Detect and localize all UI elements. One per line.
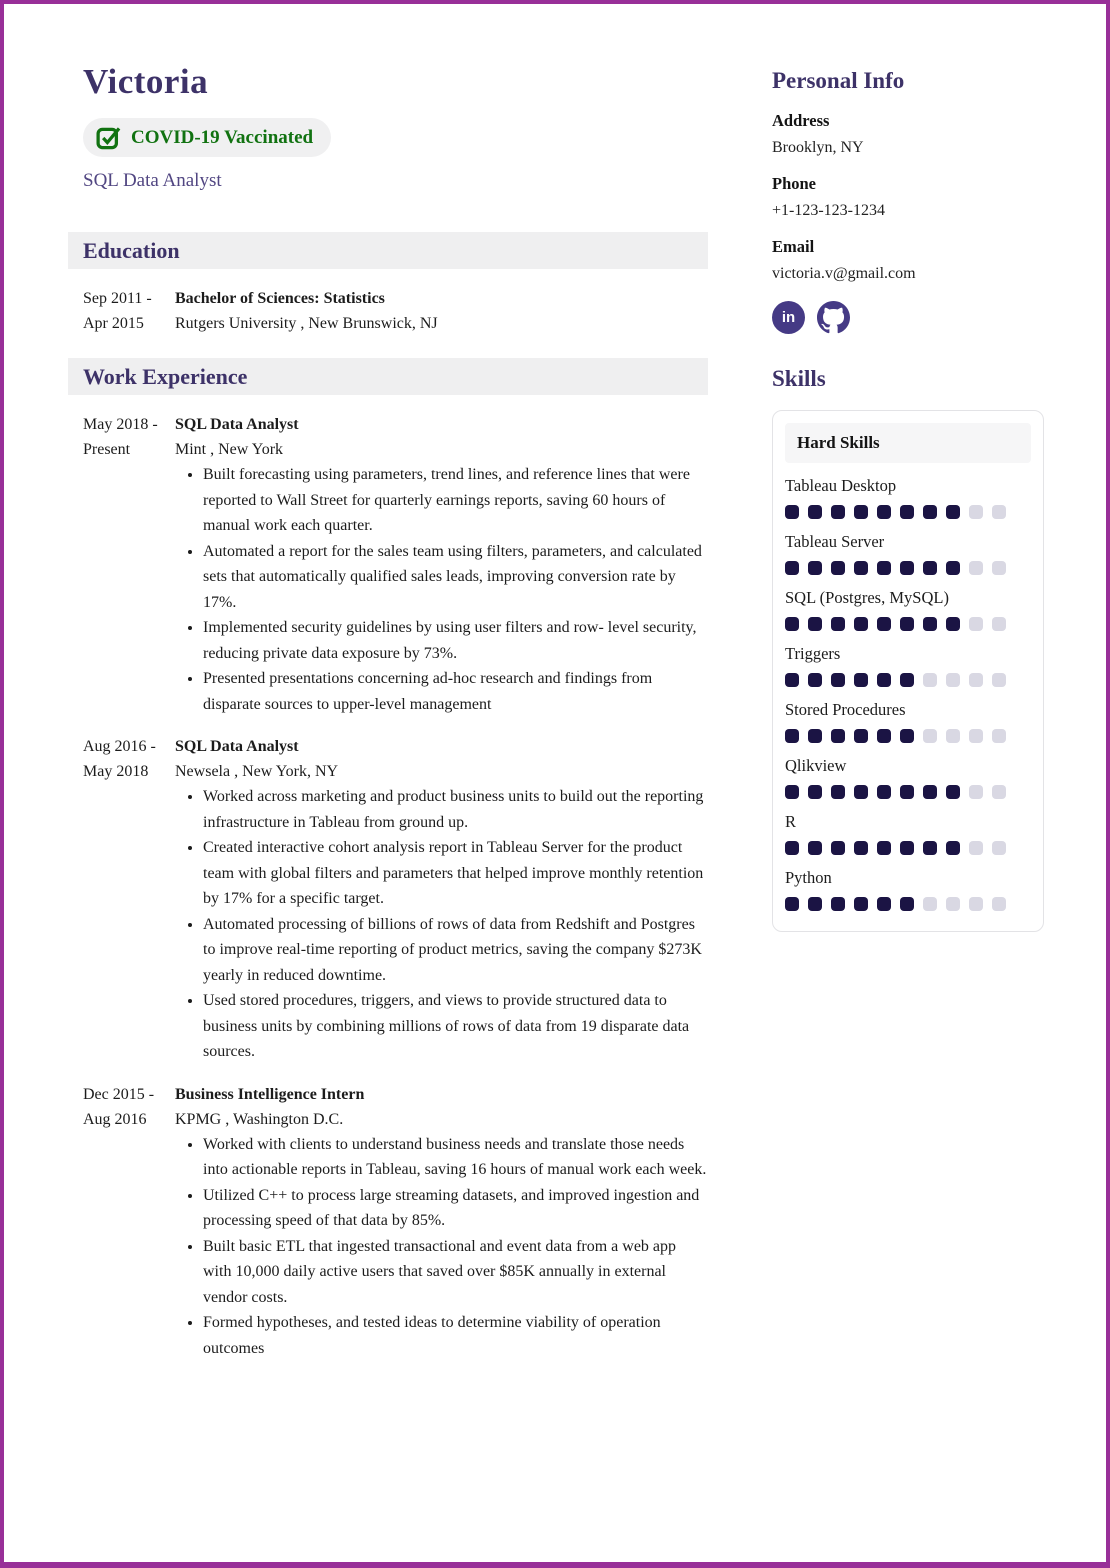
date-end: Present bbox=[83, 441, 131, 458]
covid-vaccinated-badge bbox=[83, 118, 331, 157]
date-start: Aug 2016 - bbox=[83, 738, 156, 755]
phone-label: Phone bbox=[772, 174, 817, 193]
job-bullet-list bbox=[175, 462, 708, 717]
skill-item bbox=[785, 700, 1031, 743]
job-title: SQL Data Analyst bbox=[175, 416, 299, 433]
job-dates bbox=[83, 412, 175, 717]
skill-square-filled bbox=[831, 617, 845, 631]
skill-item bbox=[785, 868, 1031, 911]
skill-square-filled bbox=[808, 673, 822, 687]
skill-square-empty bbox=[946, 729, 960, 743]
skill-square-filled bbox=[831, 785, 845, 799]
job-bullet: • Implemented security guidelines by using user filters and row- level security, reducing private data exposure by 73%. bbox=[203, 615, 708, 666]
skill-name: Triggers bbox=[785, 644, 841, 663]
skill-square-filled bbox=[831, 841, 845, 855]
skill-level-bar bbox=[785, 841, 1031, 855]
hard-skills-card bbox=[772, 410, 1044, 932]
skill-square-filled bbox=[808, 561, 822, 575]
skill-name: Tableau Server bbox=[785, 532, 885, 551]
job-bullet: • Automated processing of billions of rows of data from Redshift and Postgres to improve real-time reporting of product metrics, saving the company $273K yearly in reduced downtime. bbox=[203, 912, 708, 989]
section-header-education bbox=[68, 232, 708, 269]
phone-value: +1-123-123-1234 bbox=[772, 202, 886, 219]
skill-square-filled bbox=[946, 505, 960, 519]
skill-square-empty bbox=[992, 617, 1006, 631]
skill-square-empty bbox=[992, 897, 1006, 911]
skill-item bbox=[785, 588, 1031, 631]
skill-square-filled bbox=[831, 561, 845, 575]
skill-square-filled bbox=[900, 729, 914, 743]
skill-square-filled bbox=[923, 785, 937, 799]
skill-square-empty bbox=[992, 841, 1006, 855]
education-details bbox=[175, 286, 708, 336]
skill-level-bar bbox=[785, 673, 1031, 687]
skill-square-empty bbox=[992, 785, 1006, 799]
skill-item bbox=[785, 644, 1031, 687]
skill-level-bar bbox=[785, 561, 1031, 575]
skill-square-filled bbox=[808, 785, 822, 799]
sidebar-column bbox=[772, 62, 1044, 1377]
skill-square-filled bbox=[854, 785, 868, 799]
skill-square-filled bbox=[923, 505, 937, 519]
social-links bbox=[772, 301, 1044, 334]
skill-square-filled bbox=[785, 505, 799, 519]
job-dates bbox=[83, 734, 175, 1065]
job-details bbox=[175, 1082, 708, 1362]
skill-square-filled bbox=[900, 561, 914, 575]
skill-square-filled bbox=[923, 841, 937, 855]
skill-item bbox=[785, 476, 1031, 519]
skill-square-filled bbox=[854, 673, 868, 687]
main-column bbox=[68, 62, 708, 1377]
skill-name: Python bbox=[785, 868, 832, 887]
school-name: Rutgers University , New Brunswick, NJ bbox=[175, 315, 438, 332]
date-start: Sep 2011 - bbox=[83, 290, 152, 307]
hard-skills-title: Hard Skills bbox=[785, 423, 1031, 463]
linkedin-glyph: in bbox=[772, 301, 805, 334]
skill-square-filled bbox=[854, 617, 868, 631]
email-label: Email bbox=[772, 237, 815, 256]
section-header-work-experience bbox=[68, 358, 708, 395]
job-details bbox=[175, 734, 708, 1065]
job-bullet-list bbox=[175, 1132, 708, 1362]
resume-content bbox=[4, 4, 1106, 1377]
job-bullet: • Used stored procedures, triggers, and views to provide structured data to business units by combining millions of rows of data from 19 disparate data sources. bbox=[203, 988, 708, 1065]
skill-square-filled bbox=[831, 729, 845, 743]
date-start: Dec 2015 - bbox=[83, 1085, 155, 1103]
skill-square-empty bbox=[946, 673, 960, 687]
job-bullet-list bbox=[175, 784, 708, 1065]
date-end: Apr 2015 bbox=[83, 315, 144, 332]
skill-square-filled bbox=[900, 673, 914, 687]
skill-square-filled bbox=[900, 841, 914, 855]
job-dates bbox=[83, 1082, 175, 1362]
skill-square-filled bbox=[946, 561, 960, 575]
skill-square-filled bbox=[808, 729, 822, 743]
skill-square-empty bbox=[969, 561, 983, 575]
skill-square-filled bbox=[831, 673, 845, 687]
work-experience-entry bbox=[68, 1082, 708, 1362]
skill-square-filled bbox=[854, 505, 868, 519]
skill-square-filled bbox=[900, 897, 914, 911]
personal-info-heading: Personal Info bbox=[772, 68, 905, 93]
skill-square-filled bbox=[946, 617, 960, 631]
skill-item bbox=[785, 532, 1031, 575]
skill-square-filled bbox=[785, 841, 799, 855]
skill-square-filled bbox=[854, 841, 868, 855]
job-bullet: • Automated a report for the sales team using filters, parameters, and calculated sets that automatically qualified sales leads, improving conversion rate by 17%. bbox=[203, 539, 708, 616]
skill-square-filled bbox=[877, 505, 891, 519]
skill-name: Tableau Desktop bbox=[785, 476, 897, 495]
skill-square-filled bbox=[946, 841, 960, 855]
job-title: SQL Data Analyst bbox=[175, 738, 299, 755]
github-icon[interactable] bbox=[817, 301, 850, 334]
skill-square-filled bbox=[785, 897, 799, 911]
skills-heading: Skills bbox=[772, 366, 826, 391]
email-value: victoria.v@gmail.com bbox=[772, 265, 916, 282]
skill-square-empty bbox=[969, 841, 983, 855]
job-company: Mint , New York bbox=[175, 441, 284, 458]
skill-square-filled bbox=[854, 897, 868, 911]
section-heading-label: Work Experience bbox=[83, 363, 248, 389]
skill-square-empty bbox=[923, 673, 937, 687]
skill-level-bar bbox=[785, 505, 1031, 519]
skill-name: R bbox=[785, 812, 797, 831]
skill-square-empty bbox=[969, 617, 983, 631]
skill-square-filled bbox=[877, 729, 891, 743]
education-dates bbox=[83, 286, 175, 336]
skill-square-filled bbox=[785, 617, 799, 631]
skill-square-empty bbox=[992, 673, 1006, 687]
skill-name: Qlikview bbox=[785, 756, 847, 775]
date-end: May 2018 bbox=[83, 763, 149, 780]
section-heading-label: Education bbox=[83, 237, 180, 263]
github-octocat-glyph bbox=[817, 301, 850, 334]
skill-name: Stored Procedures bbox=[785, 700, 906, 719]
skill-square-filled bbox=[785, 785, 799, 799]
skill-square-empty bbox=[969, 673, 983, 687]
skill-square-empty bbox=[923, 729, 937, 743]
skill-square-filled bbox=[877, 617, 891, 631]
skill-square-filled bbox=[808, 841, 822, 855]
date-start: May 2018 - bbox=[83, 416, 158, 433]
skill-square-filled bbox=[854, 729, 868, 743]
skill-square-filled bbox=[877, 673, 891, 687]
skill-square-filled bbox=[808, 505, 822, 519]
skill-level-bar bbox=[785, 785, 1031, 799]
page-title: Victoria bbox=[83, 62, 209, 101]
skill-square-empty bbox=[946, 897, 960, 911]
date-end: Aug 2016 bbox=[83, 1110, 147, 1128]
skill-square-filled bbox=[923, 561, 937, 575]
skill-square-filled bbox=[900, 505, 914, 519]
job-bullet: • Created interactive cohort analysis report in Tableau Server for the product team with global filters and parameters that helped improve monthly retention by 17% for a specific target. bbox=[203, 835, 708, 912]
skill-square-filled bbox=[808, 617, 822, 631]
skill-square-filled bbox=[877, 841, 891, 855]
job-title: Business Intelligence Intern bbox=[175, 1085, 365, 1103]
linkedin-icon[interactable] bbox=[772, 301, 805, 334]
skill-square-empty bbox=[923, 897, 937, 911]
skill-level-bar bbox=[785, 617, 1031, 631]
badge-label: COVID-19 Vaccinated bbox=[131, 126, 314, 148]
skill-square-empty bbox=[969, 897, 983, 911]
skill-square-empty bbox=[969, 505, 983, 519]
job-bullet: • Utilized C++ to process large streaming datasets, and improved ingestion and processing speed of that data by 85%. bbox=[203, 1183, 708, 1234]
skill-square-filled bbox=[900, 785, 914, 799]
skill-square-empty bbox=[992, 729, 1006, 743]
checkbox-checked-icon bbox=[96, 125, 121, 150]
job-company: Newsela , New York, NY bbox=[175, 763, 339, 780]
skill-square-empty bbox=[969, 785, 983, 799]
address-value: Brooklyn, NY bbox=[772, 139, 864, 156]
skill-name: SQL (Postgres, MySQL) bbox=[785, 588, 949, 607]
education-entry bbox=[68, 286, 708, 336]
skill-item bbox=[785, 756, 1031, 799]
job-bullet: • Built basic ETL that ingested transactional and event data from a web app with 10,000 daily active users that saved over $85K annually in external vendor costs. bbox=[203, 1234, 708, 1311]
work-experience-entry bbox=[68, 734, 708, 1065]
skill-square-empty bbox=[992, 561, 1006, 575]
skill-square-filled bbox=[946, 785, 960, 799]
skill-square-filled bbox=[877, 561, 891, 575]
job-bullet: • Presented presentations concerning ad-hoc research and findings from disparate sources to upper-level management bbox=[203, 666, 708, 717]
skill-level-bar bbox=[785, 729, 1031, 743]
skill-square-filled bbox=[831, 897, 845, 911]
skill-square-filled bbox=[854, 561, 868, 575]
work-experience-entry bbox=[68, 412, 708, 717]
job-list bbox=[68, 412, 708, 1361]
skill-square-filled bbox=[785, 673, 799, 687]
skill-square-filled bbox=[808, 897, 822, 911]
skill-list bbox=[785, 476, 1031, 911]
skill-square-filled bbox=[923, 617, 937, 631]
job-bullet: • Worked with clients to understand business needs and translate those needs into actionable reports in Tableau, saving 16 hours of manual work each week. bbox=[203, 1132, 708, 1183]
skill-square-filled bbox=[785, 561, 799, 575]
job-bullet: • Worked across marketing and product business units to build out the reporting infrastructure in Tableau from ground up. bbox=[203, 784, 708, 835]
degree-name: Bachelor of Sciences: Statistics bbox=[175, 290, 385, 307]
job-title-subtitle: SQL Data Analyst bbox=[83, 170, 222, 191]
skill-square-empty bbox=[992, 505, 1006, 519]
job-company: KPMG , Washington D.C. bbox=[175, 1110, 344, 1128]
address-label: Address bbox=[772, 111, 830, 130]
skill-level-bar bbox=[785, 897, 1031, 911]
skill-square-filled bbox=[877, 897, 891, 911]
skill-square-filled bbox=[785, 729, 799, 743]
job-bullet: • Formed hypotheses, and tested ideas to determine viability of operation outcomes bbox=[203, 1310, 708, 1361]
skill-square-filled bbox=[900, 617, 914, 631]
skill-square-filled bbox=[831, 505, 845, 519]
skill-item bbox=[785, 812, 1031, 855]
job-details bbox=[175, 412, 708, 717]
job-bullet: • Built forecasting using parameters, trend lines, and reference lines that were reported to Wall Street for quarterly earnings reports, saving 60 hours of manual work each quarter. bbox=[203, 462, 708, 539]
skill-square-filled bbox=[877, 785, 891, 799]
skill-square-empty bbox=[969, 729, 983, 743]
